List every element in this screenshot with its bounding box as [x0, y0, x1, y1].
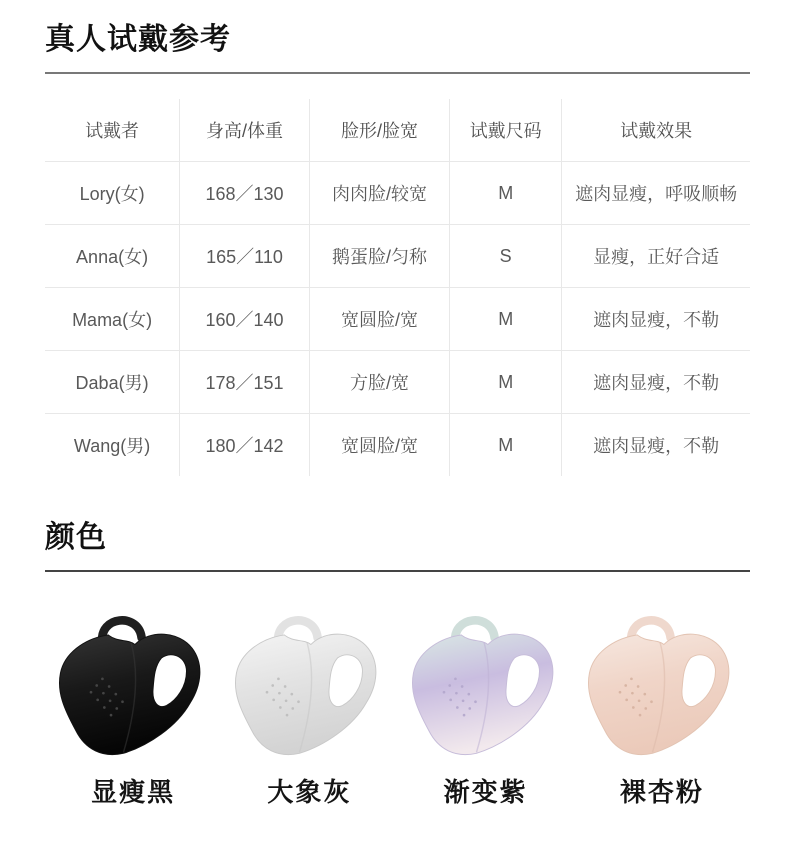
table-header-row — [45, 99, 750, 162]
mask-image-slimming-black — [47, 612, 219, 760]
mask-image-elephant-grey — [223, 612, 395, 760]
table-row — [45, 351, 750, 414]
table-row — [45, 225, 750, 288]
table-cell: 显瘦，正好合适 — [593, 247, 720, 267]
table-header-cell: 试戴者 — [45, 99, 180, 162]
table-cell: 遮肉显瘦，不勒 — [593, 436, 720, 456]
table-cell: Anna(女) — [45, 225, 180, 288]
table-cell: Mama(女) — [45, 288, 180, 351]
table-cell: M — [450, 351, 562, 414]
colors-section — [45, 518, 750, 809]
table-cell: 宽圆脸/宽 — [309, 288, 449, 351]
section-title-colors: 颜色 — [45, 521, 107, 554]
section-divider — [45, 570, 750, 572]
table-cell: M — [450, 414, 562, 477]
section-title-fit-reference: 真人试戴参考 — [45, 23, 231, 56]
table-cell: 178／151 — [180, 351, 310, 414]
fit-table — [45, 99, 750, 476]
table-cell: 遮肉显瘦，不勒 — [593, 310, 720, 330]
color-name-label: 大象灰 — [267, 777, 352, 807]
table-cell: 遮肉显瘦，呼吸顺畅 — [575, 184, 738, 204]
color-option-elephant-grey — [221, 612, 397, 809]
table-cell: 方脸/宽 — [309, 351, 449, 414]
table-cell: 肉肉脸/较宽 — [309, 162, 449, 225]
table-header-cell: 试戴效果 — [620, 121, 693, 141]
color-option-nude-apricot-pink — [574, 612, 750, 809]
table-cell: 宽圆脸/宽 — [309, 414, 449, 477]
table-header-cell: 脸形/脸宽 — [309, 99, 449, 162]
table-row — [45, 414, 750, 477]
table-cell: 鹅蛋脸/匀称 — [309, 225, 449, 288]
table-cell: M — [450, 288, 562, 351]
table-row — [45, 288, 750, 351]
table-cell: S — [450, 225, 562, 288]
table-cell: Lory(女) — [45, 162, 180, 225]
color-name-label: 渐变紫 — [443, 777, 528, 807]
table-header-cell: 试戴尺码 — [450, 99, 562, 162]
table-row — [45, 162, 750, 225]
color-option-gradient-purple — [398, 612, 574, 809]
table-cell: 180／142 — [180, 414, 310, 477]
table-cell: M — [450, 162, 562, 225]
table-cell: 165／110 — [180, 225, 310, 288]
mask-image-gradient-purple — [400, 612, 572, 760]
color-options-row — [45, 612, 750, 809]
color-name-label: 裸杏粉 — [619, 777, 704, 807]
mask-image-nude-apricot-pink — [576, 612, 748, 760]
table-cell: Wang(男) — [45, 414, 180, 477]
table-header-cell: 身高/体重 — [180, 99, 310, 162]
table-cell: 遮肉显瘦，不勒 — [593, 373, 720, 393]
table-cell: 168／130 — [180, 162, 310, 225]
section-divider — [45, 72, 750, 74]
table-cell: Daba(男) — [45, 351, 180, 414]
table-cell: 160／140 — [180, 288, 310, 351]
color-name-label: 显瘦黑 — [91, 777, 176, 807]
color-option-slimming-black — [45, 612, 221, 809]
